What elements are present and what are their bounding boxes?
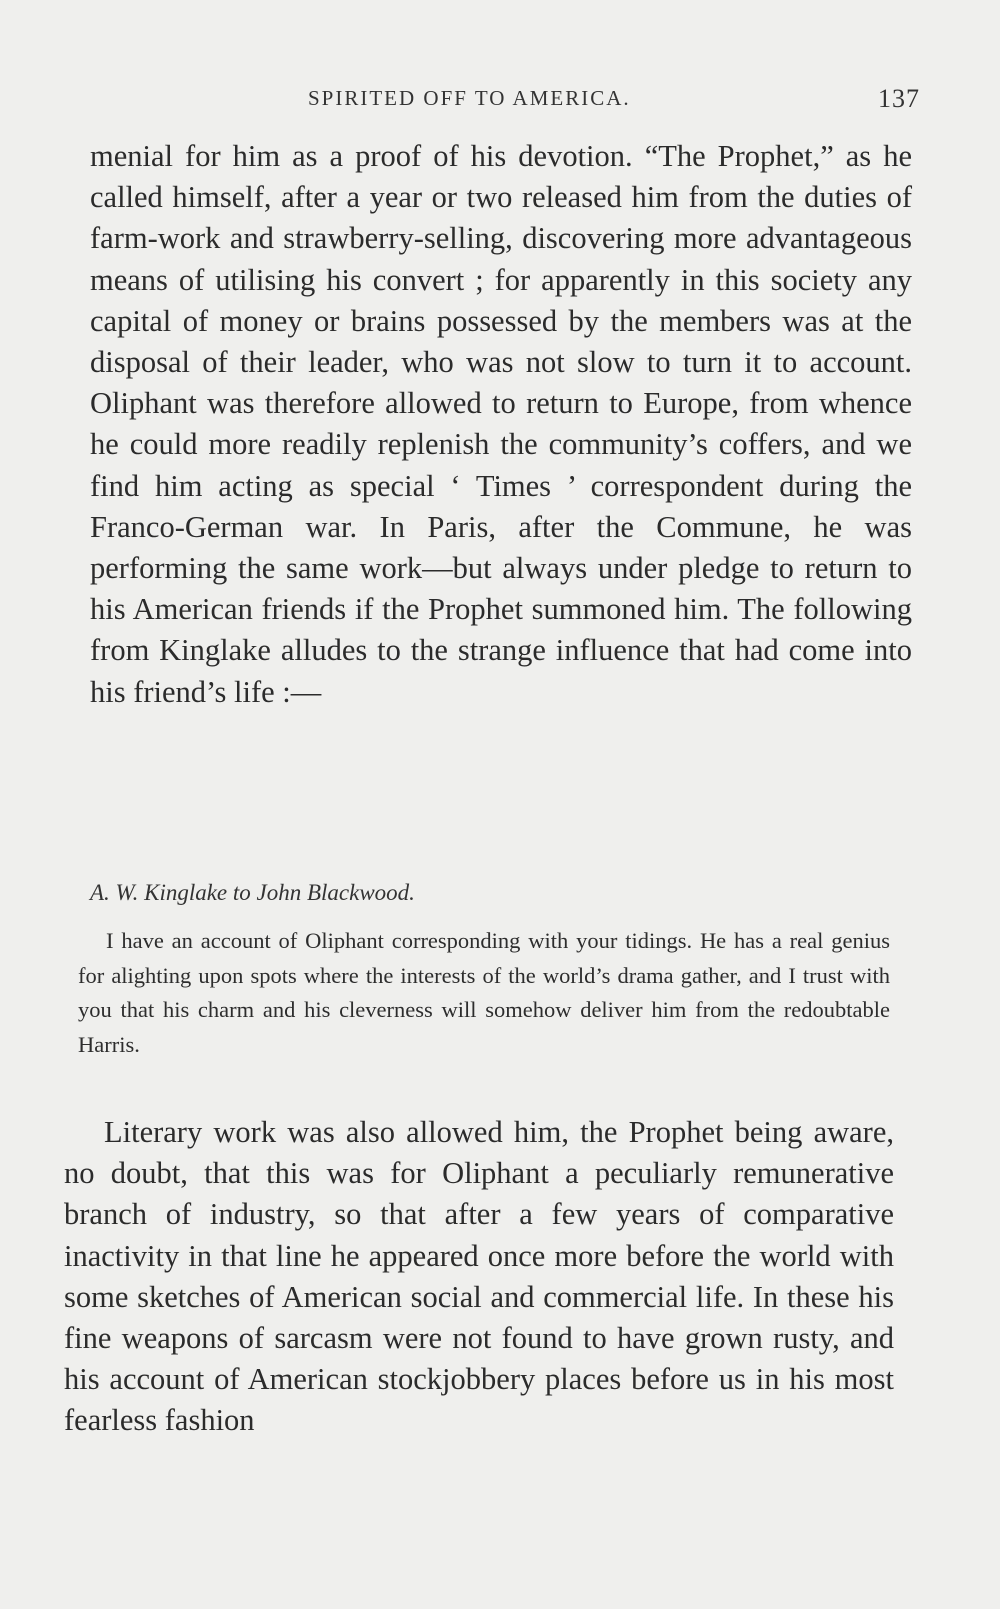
letter-heading: A. W. Kinglake to John Blackwood. xyxy=(90,880,415,905)
running-title: SPIRITED OFF TO AMERICA. xyxy=(308,86,631,110)
body-paragraph-1: menial for him as a proof of his devotion. “The Prophet,” as he called himself, after a year or two released him from the duties of farm-work and strawberry-selling, discovering more advantageous means of utilising his convert ; for apparently in this society any capital of money or brains possessed by the members was at the disposal of their leader, who was not slow to turn it to account. Oliphant was therefore allowed to return to Europe, from whence he could more readily replenish the community’s coffers, and we find him acting as special ‘ Times ’ correspondent during the Franco-German war. In Paris, after the Commune, he was performing the same work—but always under pledge to return to his American friends if the Prophet summoned him. The following from Kinglake alludes to the strange influence that had come into his friend’s life :— xyxy=(90,139,912,709)
running-head xyxy=(60,86,920,116)
body-paragraph-2: Literary work was also allowed him, the Prophet being aware, no doubt, that this was for Oliphant a peculiarly remunerative branch of industry, so that after a few years of comparative inactivity in that line he appeared once more before the world with some sketches of American social and commercial life. In these his fine weapons of sarcasm were not found to have grown rusty, and his account of American stockjobbery places before us in his most fearless fashion xyxy=(64,1115,894,1438)
page-number: 137 xyxy=(878,84,920,113)
letter-quote: I have an account of Oliphant corresponding with your tidings. He has a real genius for alighting upon spots where the interests of the world’s drama gather, and I trust with you that his charm and his cleverness will somehow deliver him from the redoubtable Harris. xyxy=(78,928,890,1057)
